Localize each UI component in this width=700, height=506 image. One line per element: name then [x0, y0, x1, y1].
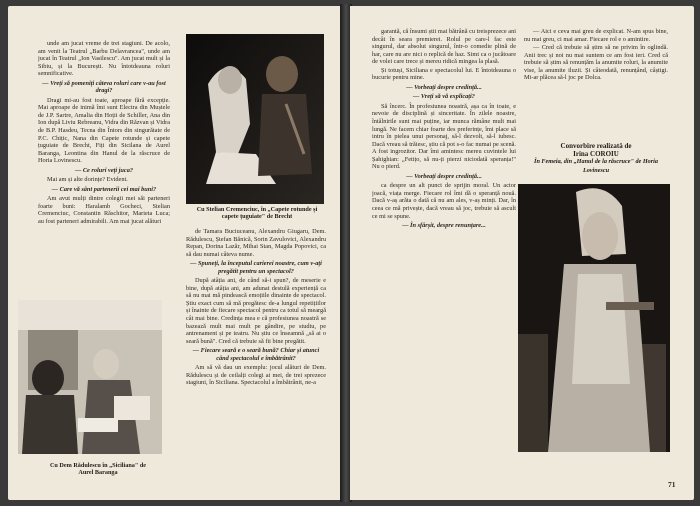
paragraph: Am să vă dau un exemplu: jocul alături de Dem. Rădulescu și de ceilalți colegi ai mei, de trei sprezece stagiuni, în Siciliana. Spectacolul a îmbătrânit, ne-a	[186, 364, 326, 387]
paragraph: Dragi mi-au fost toate, aproape fără excepție. Mai aproape de inimă îmi sunt Electra din Muștele de J.P. Sartre, Amalia din Hoții de Schiller, Ana din Ion după Liviu Rebreanu, Vidra din Răzvan și Vidra de B.P. Hasdeu, Tecna din Întors din singurătate de P.C. Chițic, Nana din Capete rotunde și capete țuguiate de Brecht, Fiți din Sicilana de Aurel Baranga, Leontina din Hanul de la răscruce de Horia Lovinescu.	[38, 96, 170, 165]
photo-hanul-de-la-rascruce	[518, 184, 670, 452]
paragraph: Să încerc. În profesiunea noastră, așa ca în toate, e nevoie de disciplină și sinceritate. În zilele noastre, întâlnirile sunt mai puține, iar munca rămâne mult mai lungă. Ne facem chiar foarte des preferințe, îmi place să intru în pielea unui personaj, să-l dezvolt, să-l iubesc. Dacă vreau să trăiesc, știu că pot s-o fac numai pe scenă. A fost ingrozitor. Dar îmi amintesc mereu cuvintele lui Șahighian: „Fetițo, să nu-ți pierzi niciodată speranța!" Nu o pierd.	[372, 102, 516, 171]
credit-title: Convorbire realizată de	[560, 142, 632, 150]
question: — Vorbeați despre credință...	[406, 83, 482, 91]
paragraph: După atâția ani, de când să-i spun?, de meserie e bine, după atâția ani, am adunat destulă experiență ca să nu mai mă pindească emoțiile dinainte de spectacol. Știu exact cum să mă pregătesc de-a lungul repetițiilor și înainte de fiecare spectacol pentru ca totul să meargă cât mai bine. Credința mea e că profesiunea noastră se bazează mult mai mult pe gândire, pe studiu, pe antrenament și pe teatru. Nu știu ce înseamnă „să ai o seară bună". Cred că trebuie să fii bine pregătit.	[186, 277, 326, 345]
photo-stage-scene	[186, 34, 324, 204]
paragraph: Și totuși, Siciliana e spectacolul lui. E întotdeauna o bucurie pentru mine.	[372, 66, 516, 82]
credit-author: Irina COROIU	[573, 150, 619, 159]
left-column-b	[186, 228, 326, 490]
photo-siciliana	[18, 300, 162, 454]
credit-caption: În Femeia, din „Hanul de la răscruce" de Horia Lovinescu	[534, 158, 658, 174]
caption-top: Cu Stelian Cremenciuc, în „Capete rotunde și capete țuguiate" de Brecht	[196, 206, 318, 221]
right-column-a	[372, 28, 516, 490]
page-number: 71	[668, 480, 676, 489]
paragraph: — Aici e ceva mai greu de explicat. N-am spus bine, nu mai greu, ci mai amar. Fiecare rol e o amintire.	[524, 28, 668, 43]
left-column-a-top	[38, 40, 170, 274]
paragraph: Mai am și alte dorințe? Evident.	[47, 176, 128, 184]
question: — Vreți să vă explicați?	[413, 93, 475, 101]
photo-woman-portrait	[518, 184, 670, 452]
paragraph: Am avut mulți dintre colegii mei săi parteneri foarte buni: Haralamb Gocheci, Stelian Cremenciuc, Constantin Răschitor, Marieta Luca; au fost parteneri admirabili. Am mai jucat alături	[38, 195, 170, 226]
paragraph: ca despre un alt punct de sprijin moral. Un actor joacă, viața merge. Fiecare rol îmi dă o speranță nouă. Dacă v-aș arăta o dată că nu am ales, v-aș minți. Dar, în ceea ce mă privește, dacă vreau să joc, trebuie să ascult ce mi se spune.	[372, 182, 516, 220]
question: — Fiecare seară e o seară bună? Chiar și atunci când spectacolul e îmbătrânit?	[192, 347, 320, 362]
question: — Ce roluri veți juca?	[74, 166, 134, 174]
left-page	[8, 6, 342, 500]
question: — Care vă sânt partenerii cei mai buni?	[51, 185, 157, 193]
question: — În sfârșit, despre renunțare...	[402, 222, 486, 230]
paragraph: garantă, că însumi știi mai bătrână cu treisprezece ani decât în seara premierei. Rolul pe care-l fac este singurul, dar absolut singurul, într-o comedie plină de har, care nu are nici o replică de haz. Simt ca o jucătoare de volei care trece și mereu ridică mingea la plasă.	[372, 28, 516, 66]
right-page	[350, 6, 694, 500]
interview-credit	[524, 142, 668, 175]
caption-bottom: Cu Dem Rădulescu în „Siciliana" de Aurel Baranga	[49, 462, 147, 477]
question: — Vorbeați despre credință...	[406, 172, 482, 180]
question: — Spuneți, la începutul carierei noastre, cum v-ați pregătit pentru un spectacol?	[190, 260, 322, 275]
paragraph: — Cred că trebuie să știm să ne privim în oglindă. Anii trec și noi nu mai suntem ce am fost ieri. Cred că trebuie să știm să renunțăm la anumite roluri, la anumite vise, la anumite iluzii. Și câteodată, renunțând, câștigi. Mi-ar plăcea să-l joc pe Dolca.	[524, 44, 668, 82]
right-column-b-top	[524, 28, 668, 148]
paragraph: unde am jucat vreme de trei stagiuni. De acolo, am venit la Teatrul „Barbu Delavrancea", unde am jucat în Teatrul „Ion Vasilescu". Am jucat mult și la Sibiu, și la București. Nu întotdeauna roluri semnificative.	[38, 40, 170, 78]
question: — Vreți să pomeniți câteva roluri care v-au fost dragi?	[42, 79, 166, 95]
photo-siciliana-scene	[18, 300, 162, 454]
photo-capete-rotunde	[186, 34, 324, 204]
paragraph: de Tamara Buciuceanu, Alexandru Giugaru, Dem. Rădulescu, Ștefan Bănică, Sorin Zavulovici, Alexandru Repan, Dorina Lazăr, Mihai Stan, Magda Popovici, ca să dau numai câteva nume.	[186, 228, 326, 258]
